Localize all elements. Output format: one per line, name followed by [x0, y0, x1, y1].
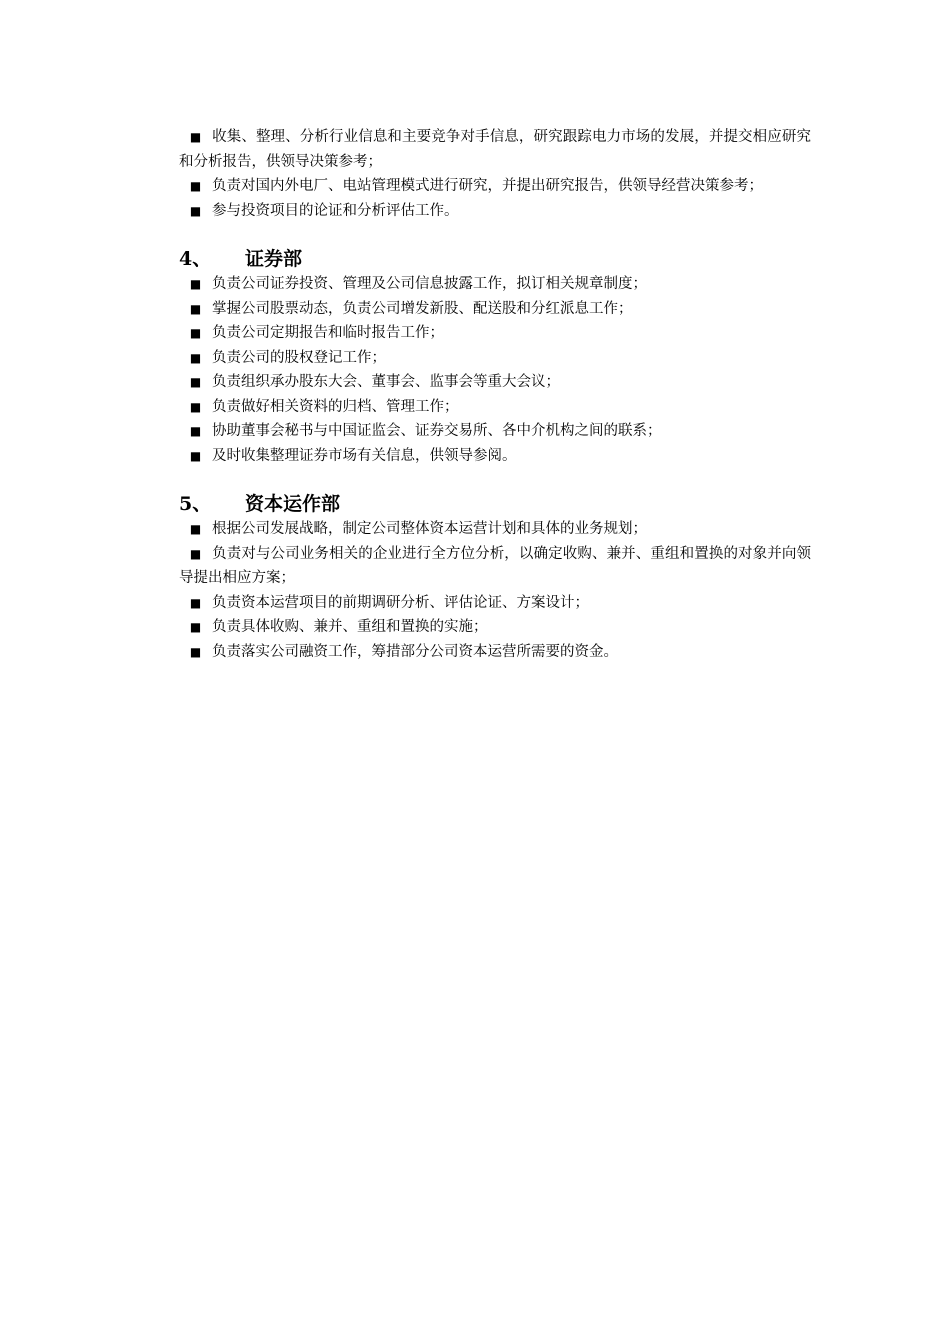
square-bullet-icon: ■ — [189, 522, 202, 536]
list-item — [179, 199, 811, 224]
list-item-text: 及时收集整理证券市场有关信息，供领导参阅。 — [212, 447, 517, 464]
section-securities — [179, 246, 811, 468]
list-item-text: 负责对与公司业务相关的企业进行全方位分析，以确定收购、兼并、重组和置换的对象并向领导提出相应方案； — [179, 545, 811, 586]
list-item — [179, 640, 811, 665]
list-item — [179, 591, 811, 616]
square-bullet-icon: ■ — [189, 179, 202, 193]
list-item — [179, 370, 811, 395]
list-item — [179, 174, 811, 199]
intro-list — [179, 125, 811, 223]
list-item-text: 负责做好相关资料的归档、管理工作； — [212, 398, 459, 415]
list-item-text: 负责具体收购、兼并、重组和置换的实施； — [212, 619, 488, 635]
list-item-text: 收集、整理、分析行业信息和主要竞争对手信息，研究跟踪电力市场的发展，并提交相应研究和分析报告，供领导决策参考； — [179, 129, 811, 170]
spacer — [179, 223, 811, 246]
list-item-text: 负责公司证券投资、管理及公司信息披露工作，拟订相关规章制度； — [212, 276, 647, 292]
square-bullet-icon: ■ — [189, 130, 202, 144]
list-item — [179, 346, 811, 371]
list-item — [179, 125, 811, 174]
list-item — [179, 615, 811, 640]
list-item-text: 掌握公司股票动态，负责公司增发新股、配送股和分红派息工作； — [212, 300, 633, 317]
list-item-text: 负责落实公司融资工作，筹措部分公司资本运营所需要的资金。 — [212, 643, 618, 660]
list-item — [179, 395, 811, 420]
list-item-text: 参与投资项目的论证和分析评估工作。 — [212, 202, 459, 219]
square-bullet-icon: ■ — [189, 546, 202, 561]
list-item — [179, 419, 811, 444]
square-bullet-icon: ■ — [189, 375, 202, 389]
section-title: 资本运作部 — [245, 493, 341, 515]
list-item-text: 负责公司的股权登记工作； — [212, 349, 386, 366]
section-heading — [179, 246, 811, 272]
square-bullet-icon: ■ — [189, 644, 202, 659]
square-bullet-icon: ■ — [189, 277, 202, 291]
square-bullet-icon: ■ — [189, 448, 202, 463]
square-bullet-icon: ■ — [189, 203, 202, 218]
square-bullet-icon: ■ — [189, 301, 202, 316]
list-item — [179, 321, 811, 346]
square-bullet-icon: ■ — [189, 399, 202, 414]
list-item-text: 协助董事会秘书与中国证监会、证券交易所、各中介机构之间的联系； — [212, 423, 662, 439]
section-number: 5、 — [179, 493, 212, 515]
section-capital-operations — [179, 491, 811, 664]
list-item-text: 负责组织承办股东大会、董事会、监事会等重大会议； — [212, 374, 560, 390]
square-bullet-icon: ■ — [189, 595, 202, 610]
square-bullet-icon: ■ — [189, 326, 202, 340]
section-number: 4、 — [179, 248, 212, 270]
square-bullet-icon: ■ — [189, 350, 202, 365]
document-content — [179, 125, 811, 664]
list-item — [179, 444, 811, 469]
list-item — [179, 542, 811, 591]
list-item-text: 根据公司发展战略，制定公司整体资本运营计划和具体的业务规划； — [212, 521, 647, 537]
list-item-text: 负责对国内外电厂、电站管理模式进行研究，并提出研究报告，供领导经营决策参考； — [212, 178, 763, 194]
list-item — [179, 272, 811, 297]
section-heading — [179, 491, 811, 517]
spacer — [179, 468, 811, 491]
list-item — [179, 517, 811, 542]
list-item-text: 负责公司定期报告和临时报告工作； — [212, 325, 444, 341]
square-bullet-icon: ■ — [189, 424, 202, 438]
section-title: 证券部 — [245, 248, 303, 270]
list-item — [179, 297, 811, 322]
square-bullet-icon: ■ — [189, 620, 202, 634]
list-item-text: 负责资本运营项目的前期调研分析、评估论证、方案设计； — [212, 594, 589, 611]
